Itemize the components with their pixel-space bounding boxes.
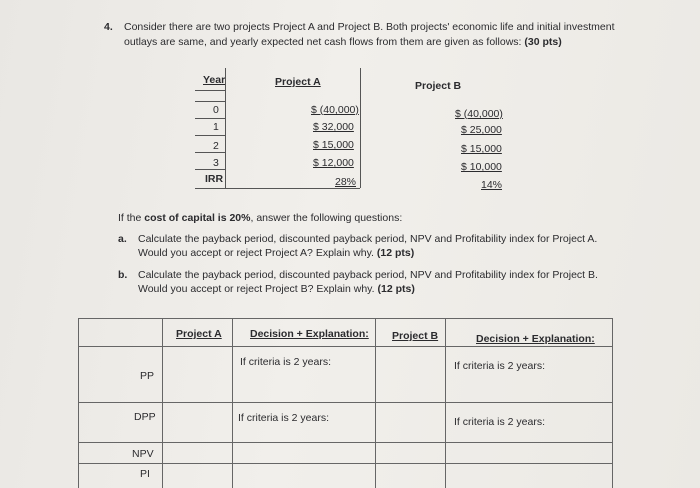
part-b-line-1: Calculate the payback period, discounted payback period, NPV and Profitability index for Project B. [138,269,598,281]
intro-suffix: , answer the following questions: [250,212,403,224]
row-label-pi: PI [140,468,150,480]
question-text [124,20,644,50]
intro-text [118,212,402,224]
project-a-year-3: $ 12,000 [313,157,354,169]
header-project-b: Project B [415,80,462,92]
dpp-criteria-a: If criteria is 2 years: [238,412,330,424]
part-a-line-2-text: Would you accept or reject Project A? Explain why. [138,247,374,259]
project-b-year-0: $ (40,000) [455,108,503,120]
part-b-points: (12 pts) [377,283,415,295]
year-0: 0 [213,104,219,116]
part-a-line-1: Calculate the payback period, discounted payback period, NPV and Profitability index for Project A. [138,233,598,245]
grid-line [225,68,226,188]
row-label-dpp: DPP [134,411,156,423]
part-b-text [138,268,618,296]
project-a-year-2: $ 15,000 [313,139,354,151]
question-number: 4. [104,21,113,33]
question-line-2 [124,35,644,50]
part-b-label: b. [118,269,128,281]
intro-cost-of-capital: cost of capital is 20% [144,212,251,224]
project-a-year-1: $ 32,000 [313,121,354,133]
irr-label: IRR [205,173,224,185]
grid-line [78,346,613,347]
header-project-a: Project A [176,328,222,340]
year-2: 2 [213,140,219,152]
grid-line [360,68,361,188]
intro-prefix: If the [118,212,145,224]
year-1: 1 [213,121,219,133]
project-a-irr: 28% [335,176,357,188]
grid-line [78,318,613,319]
header-decision-b: Decision + Explanation: [476,333,595,345]
question-line-2-text: outlays are same, and yearly expected net cash flows from them are given as follows: [124,36,522,48]
part-b-line-2-text: Would you accept or reject Project B? Explain why. [138,283,375,295]
header-year: Year [203,74,226,86]
grid-line [195,90,225,91]
question-line-1: Consider there are two projects Project A and Project B. Both projects' economic life and initial investment [124,21,615,33]
answer-table [78,318,613,488]
grid-line [195,135,225,136]
part-a-label: a. [118,233,127,245]
header-decision-a: Decision + Explanation: [250,328,369,340]
pp-criteria-b: If criteria is 2 years: [454,360,546,372]
project-a-year-0: $ (40,000) [311,104,359,116]
project-b-year-3: $ 10,000 [461,161,502,173]
header-project-a: Project A [275,76,321,88]
project-b-irr: 14% [481,179,503,191]
part-a-line-2 [138,246,618,260]
grid-line [195,101,225,102]
row-label-npv: NPV [132,448,154,460]
part-a-points: (12 pts) [376,247,415,259]
row-label-pp: PP [140,370,155,382]
pp-criteria-a: If criteria is 2 years: [240,356,332,368]
grid-line [195,118,225,119]
part-a-text [138,232,618,260]
grid-line [195,169,225,170]
grid-line [195,188,360,189]
grid-line [78,442,613,443]
year-3: 3 [213,157,219,169]
grid-line [78,463,613,464]
dpp-criteria-b: If criteria is 2 years: [454,416,546,428]
part-b-line-2 [138,282,618,296]
project-b-year-1: $ 25,000 [461,124,502,136]
question-points: (30 pts) [524,36,562,48]
header-project-b: Project B [392,330,439,342]
grid-line [195,152,225,153]
project-b-year-2: $ 15,000 [461,143,502,155]
cashflow-table [195,68,515,193]
grid-line [78,402,613,403]
